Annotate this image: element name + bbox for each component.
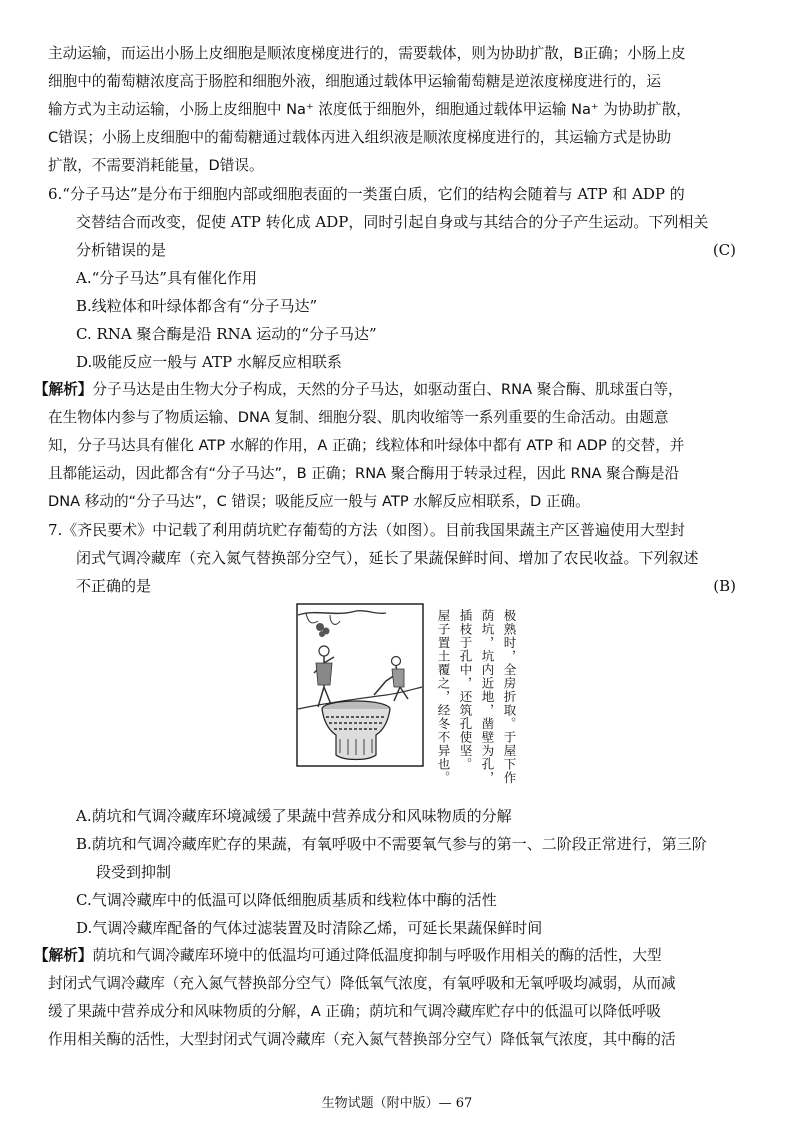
q7-option-c: C.气调冷藏库中的低温可以降低细胞质基质和线粒体中酶的活性 [76, 891, 497, 909]
figure-text-col-3: 插枝于孔中，还筑孔使坚。 [458, 609, 473, 771]
q7-explain-text-1: 荫坑和气调冷藏库环境中的低温均可通过降低温度抑制与呼吸作用相关的酶的活性，大型 [92, 947, 662, 964]
q7-stem-line-1: 7.《齐民要术》中记载了利用荫坑贮存葡萄的方法（如图）。目前我国果蔬主产区普遍使用大型封 [48, 521, 685, 539]
q7-explain-line-3: 缓了果蔬中营养成分和风味物质的分解，A 正确；荫坑和气调冷藏库贮存中的低温可以降低呼吸 [48, 1003, 661, 1020]
q6-explain-line-5: DNA 移动的“分子马达”，C 错误；吸能反应一般与 ATP 水解反应相联系，D 正确。 [48, 493, 590, 510]
q7-option-d: D.气调冷藏库配备的气体过滤装置及时清除乙烯，可延长果蔬保鲜时间 [76, 919, 543, 937]
q7-explain-tag: 【解析】 [34, 947, 93, 964]
yinkeng-illustration [296, 603, 424, 767]
yinkeng-figure [296, 603, 522, 789]
q6-answer: (C) [712, 241, 736, 259]
q6-explain-line-1 [34, 380, 683, 400]
page-footer: 生物试题（附中版）— 67 [321, 1096, 473, 1111]
q6-explain-line-2: 在生物体内参与了物质运输、DNA 复制、细胞分裂、肌肉收缩等一系列重要的生命活动。由题意 [48, 409, 669, 426]
q6-stem-line-2: 交替结合而改变，促使 ATP 转化成 ADP，同时引起自身或与其结合的分子产生运动。下列相关 [76, 213, 709, 231]
q6-stem-line-1: 6.“分子马达”是分布于细胞内部或细胞表面的一类蛋白质，它们的结构会随着与 ATP 和 ADP 的 [48, 185, 685, 203]
q7-stem-line-3: 不正确的是 [76, 577, 152, 595]
q7-option-b: B.荫坑和气调冷藏库贮存的果蔬，有氧呼吸中不需要氧气参与的第一、二阶段正常进行，第三阶 [76, 835, 707, 853]
figure-text-col-2: 荫坑，坑内近地，凿壁为孔， [480, 609, 495, 785]
q7-explain-line-2: 封闭式气调冷藏库（充入氮气替换部分空气）降低氧气浓度，有氧呼吸和无氧呼吸均减弱，从而减 [48, 975, 676, 992]
prev-explain-line-2: 细胞中的葡萄糖浓度高于肠腔和细胞外液，细胞通过载体甲运输葡萄糖是逆浓度梯度进行的，运 [48, 73, 661, 90]
q6-option-c: C. RNA 聚合酶是沿 RNA 运动的“分子马达” [76, 325, 377, 343]
q6-option-d: D.吸能反应一般与 ATP 水解反应相联系 [76, 353, 342, 371]
q6-explain-tag: 【解析】 [34, 381, 93, 398]
figure-text-col-4: 屋子置土覆之，经冬不异也。 [436, 609, 451, 785]
prev-explain-line-5: 扩散，不需要消耗能量，D错误。 [48, 157, 264, 174]
q6-explain-text-1: 分子马达是由生物大分子构成，天然的分子马达，如驱动蛋白、RNA 聚合酶、肌球蛋白等， [92, 381, 683, 398]
figure-text-col-1: 极熟时，全房折取。于屋下作 [502, 609, 517, 785]
prev-explain-line-3: 输方式为主动运输，小肠上皮细胞中 Na⁺ 浓度低于细胞外，细胞通过载体甲运输 Na⁺ 为协助扩散， [48, 101, 691, 118]
q6-explain-line-4: 且都能运动，因此都含有“分子马达”，B 正确；RNA 聚合酶用于转录过程，因此 RNA 聚合酶是沿 [48, 465, 680, 482]
q7-stem-line-2: 闭式气调冷藏库（充入氮气替换部分空气），延长了果蔬保鲜时间、增加了农民收益。下列叙述 [76, 549, 699, 567]
q6-explain-line-3: 知，分子马达具有催化 ATP 水解的作用，A 正确；线粒体和叶绿体中都有 ATP 和 ADP 的交替，并 [48, 437, 685, 454]
q7-option-b-cont: 段受到抑制 [96, 863, 172, 881]
q6-option-a: A.“分子马达”具有催化作用 [76, 269, 257, 287]
q7-answer: (B) [713, 577, 736, 595]
q6-stem-line-3: 分析错误的是 [76, 241, 167, 259]
q6-option-b: B.线粒体和叶绿体都含有“分子马达” [76, 297, 318, 315]
q7-explain-line-1 [34, 946, 662, 966]
prev-explain-line-1: 主动运输，而运出小肠上皮细胞是顺浓度梯度进行的，需要载体，则为协助扩散，B正确；小肠上皮 [48, 45, 686, 62]
prev-explain-line-4: C错误；小肠上皮细胞中的葡萄糖通过载体丙进入组织液是顺浓度梯度进行的，其运输方式是协助 [48, 129, 672, 146]
q7-explain-line-4: 作用相关酶的活性，大型封闭式气调冷藏库（充入氮气替换部分空气）降低氧气浓度，其中酶的活 [48, 1031, 676, 1048]
q7-option-a: A.荫坑和气调冷藏库环境减缓了果蔬中营养成分和风味物质的分解 [76, 807, 512, 825]
